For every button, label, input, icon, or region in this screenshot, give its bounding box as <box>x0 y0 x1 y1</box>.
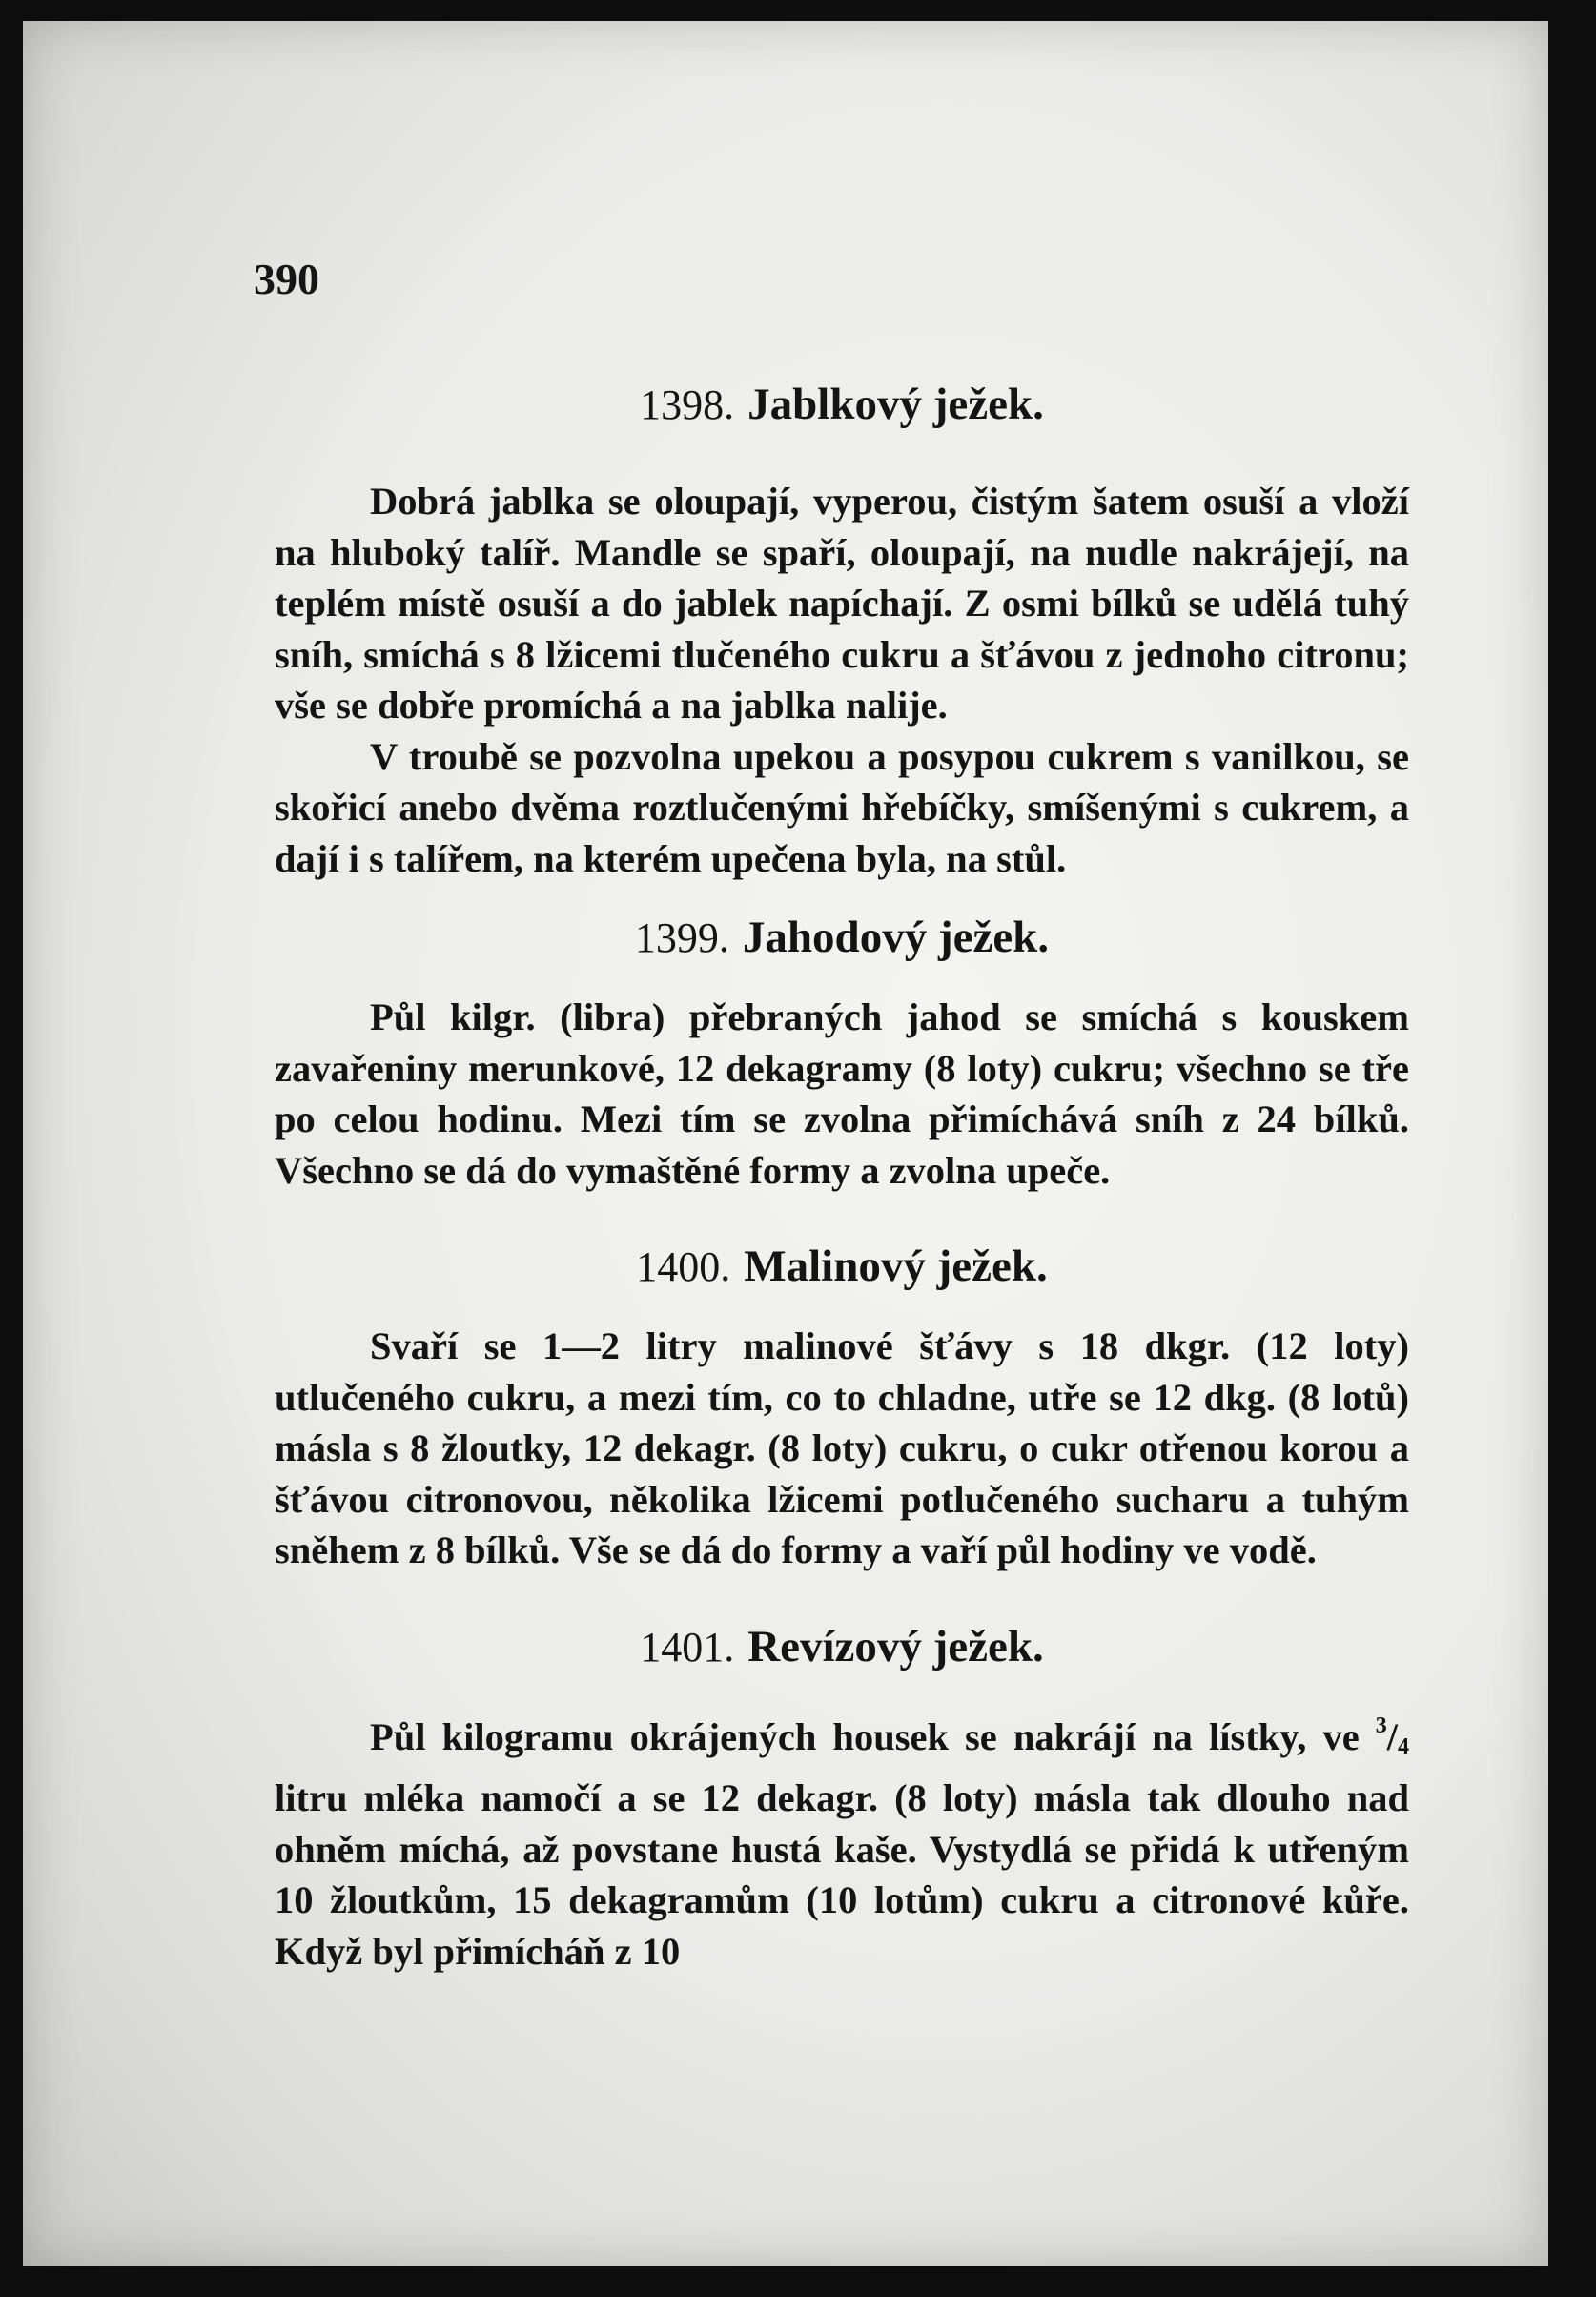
recipe-title: Malinový ježek. <box>744 1241 1048 1291</box>
recipe-paragraph: Dobrá jablka se oloupají, vyperou, čistým šatem osuší a vloží na hluboký talíř. Mandle se spaří, oloupají, na nudle nakrájejí, na teplém místě osuší a do jablek napíchají. Z osmi bílků se udělá tuhý sníh, smíchá s 8 lžicemi tlučeného cukru a šťávou z jednoho citronu; vše se dobře promíchá a na jablka nalije. <box>275 480 1409 727</box>
recipe-heading-1399 <box>275 909 1409 967</box>
recipe-heading-1398 <box>275 376 1409 434</box>
fraction-numerator: 3 <box>1375 1712 1387 1738</box>
recipe-number: 1398. <box>640 381 735 428</box>
fraction-separator: / <box>1386 1714 1399 1758</box>
page-content <box>275 376 1409 1977</box>
recipe-paragraph: Svaří se 1—2 litry malinové šťávy s 18 dkgr. (12 loty) utlučeného cukru, a mezi tím, co to chladne, utře se 12 dkg. (8 lotů) másla s 8 žloutky, 12 dekagr. (8 loty) cukru, o cukr otřenou korou a šťávou citronovou, několika lžicemi potlučeného sucharu a tuhým sněhem z 8 bílků. Vše se dá do formy a vaří půl hodiny ve vodě. <box>275 1324 1409 1571</box>
recipe-title: Jablkový ježek. <box>747 379 1044 429</box>
fraction-denominator: 4 <box>1398 1733 1410 1759</box>
recipe-heading-1401 <box>275 1618 1409 1676</box>
recipe-paragraph: Půl kilgr. (libra) přebraných jahod se smíchá s kouskem zavařeniny merunkové, 12 dekagramy (8 loty) cukru; všechno se tře po celou hodinu. Mezi tím se zvolna přimíchává sníh z 24 bílků. Všechno se dá do vymaštěné formy a zvolna upeče. <box>275 995 1409 1192</box>
recipe-paragraph: V troubě se pozvolna upekou a posypou cukrem s vanilkou, se skořicí anebo dvěma roztlučenými hřebíčky, smíšenými s cukrem, a dají i s talířem, na kterém upečena byla, na stůl. <box>275 734 1409 880</box>
recipe-title: Jahodový ježek. <box>742 913 1050 962</box>
recipe-number: 1400. <box>636 1243 731 1290</box>
recipe-paragraph <box>275 1701 1409 1978</box>
paragraph-text: litru mléka namočí a se 12 dekagr. (8 loty) másla tak dlouho nad ohněm míchá, až povstane hustá kaše. Vystydlá se přidá k utřeným 10 žloutkům, 15 dekagramům (10 lotům) cukru a citronové kůře. Když byl přimícháň z 10 <box>275 1776 1409 1973</box>
recipe-number: 1399. <box>634 914 729 961</box>
book-page <box>23 21 1548 2266</box>
recipe-title: Revízový ježek. <box>747 1621 1044 1671</box>
paragraph-text: Půl kilogramu okrájených housek se nakrájí na lístky, ve <box>370 1714 1360 1758</box>
recipe-heading-1400 <box>275 1238 1409 1296</box>
page-number: 390 <box>254 255 319 303</box>
recipe-number: 1401. <box>640 1623 735 1671</box>
